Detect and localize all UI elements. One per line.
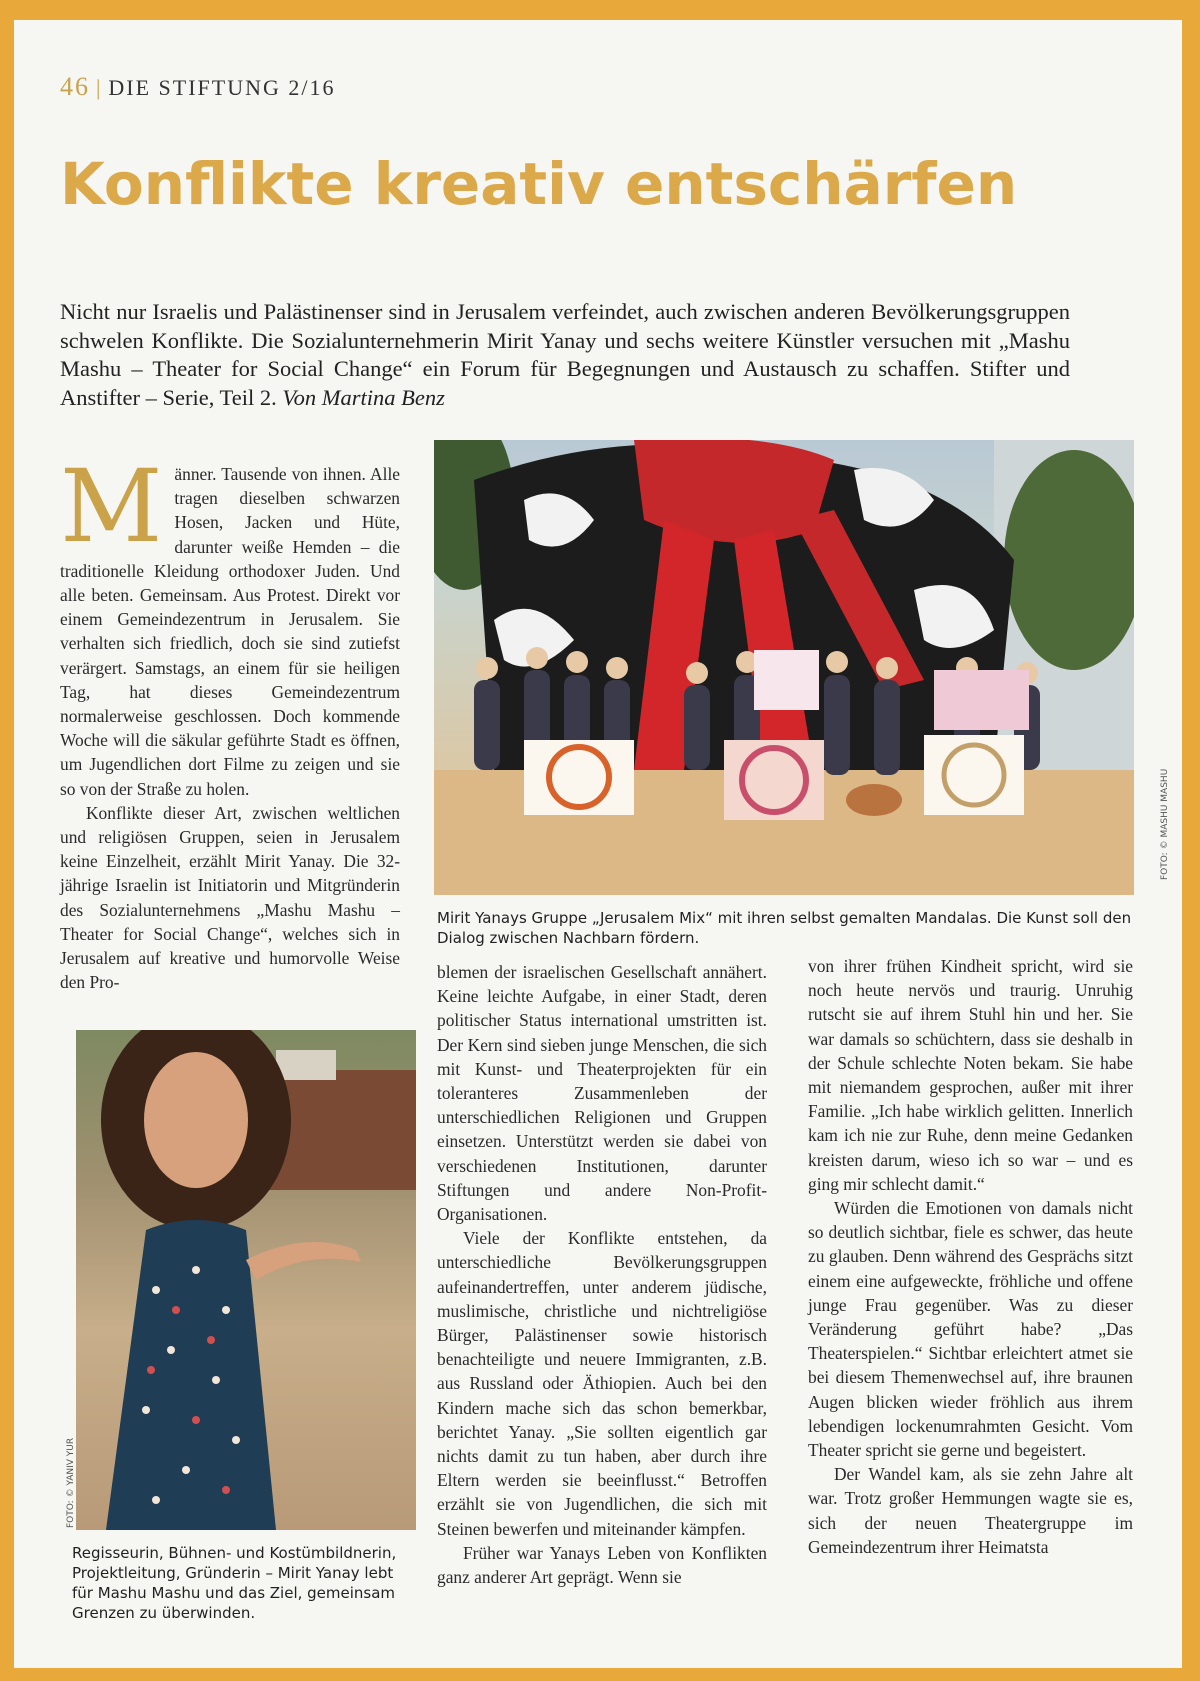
main-photo-credit: FOTO: © MASHU MASHU (1160, 768, 1170, 880)
header-separator: | (96, 75, 103, 100)
group-photo (434, 440, 1134, 895)
article-column-1 (60, 448, 400, 994)
byline: Von Martina Benz (282, 384, 445, 410)
article-column-3 (808, 954, 1133, 1559)
paragraph: Viele der Konflikte entstehen, da unterschiedliche Bevölkerungsgruppen aufeinandertreffen, unter anderem jüdische, muslimische, christliche und nichtreligiöse Bürger, Palästinenser sowie historisch benachteiligte und neuere Immigranten, z.B. aus Russland oder Äthiopien. Auch bei den Kindern mache sich das schon bemerkbar, berichtet Yanay. „Sie sollten eigentlich gar nichts damit zu tun haben, aber durch ihre Eltern werden sie beeinflusst.“ Betroffen erzählt sie von Jugendlichen, die sich mit Steinen bewerfen und miteinander kämpfen. (437, 1228, 767, 1539)
portrait-photo-caption: Regisseurin, Bühnen- und Kostümbildnerin, Projektleitung, Gründerin – Mirit Yanay lebt für Mashu Mashu und das Ziel, gemeinsam Grenzen zu überwinden. (72, 1544, 397, 1622)
paragraph: blemen der israelischen Gesellschaft annähert. Keine leichte Aufgabe, in einer Stadt, deren politischer Status international umstritten ist. Der Kern sind sieben junge Menschen, die sich mit Kunst- und Theaterprojekten für ein toleranteres Zusammenleben der unterschiedlichen Religionen und Gruppen einsetzen. Unterstützt werden sie dabei von verschiedenen Institutionen, darunter Stiftungen und andere Non-Profit-Organisationen. (437, 962, 767, 1225)
page-number: 46 (60, 72, 90, 101)
article-lead (60, 298, 1070, 412)
main-photo-caption: Mirit Yanays Gruppe „Jerusalem Mix“ mit ihren selbst gemalten Mandalas. Die Kunst soll den Dialog zwischen Nachbarn fördern. (437, 909, 1132, 947)
paragraph: Würden die Emotionen von damals nicht so deutlich sichtbar, fiele es schwer, das heute zu glauben. Denn während des Gesprächs sitzt einem eine aufgeweckte, fröhliche und offene junge Frau gegenüber. Was zu dieser Veränderung geführt habe? „Das Theaterspielen.“ Sichtbar erleichtert atmet sie bei diesem Themenwechsel auf, ihre braunen Augen blicken wieder fröhlich aus ihrem lebendigen lockenumrahmten Gesicht. Vom Theater spricht sie gerne und begeistert. (808, 1198, 1133, 1461)
paragraph: von ihrer frühen Kindheit spricht, wird sie noch heute nervös und traurig. Unruhig rutscht sie auf ihrem Stuhl hin und her. Sie war damals so schüchtern, dass sie deshalb in der Schule schlechte Noten bekam. Sie habe mit niemandem gesprochen, außer mit ihrer Familie. „Ich habe wirklich gelitten. Innerlich kam ich nie zur Ruhe, denn meine Gedanken kreisten darum, wieso ich so war – und es ging mir schlecht damit.“ (808, 956, 1133, 1194)
paragraph: Der Wandel kam, als sie zehn Jahre alt war. Trotz großer Hemmungen wagte sie es, sich der neuen Theatergruppe im Gemeindezentrum ihrer Heimatsta (808, 1464, 1133, 1557)
article-title: Konflikte kreativ entschärfen (60, 150, 1018, 218)
page-header (60, 72, 336, 102)
drop-cap: M (60, 448, 163, 565)
portrait-photo-illustration (76, 1030, 416, 1530)
paragraph: Früher war Yanays Leben von Konflikten ganz anderer Art geprägt. Wenn sie (437, 1542, 767, 1588)
paragraph: Konflikte dieser Art, zwischen weltlichen und religiösen Gruppen, seien in Jerusalem keine Einzelheit, erzählt Mirit Yanay. Die 32-jährige Israelin ist Initiatorin und Mitgründerin des Sozialunternehmens „Mashu Mashu – Theater for Social Change“, welches sich in Jerusalem auf kreative und humorvolle Weise den Pro- (60, 802, 400, 993)
magazine-name: DIE STIFTUNG 2/16 (108, 75, 336, 100)
article-column-2 (437, 960, 767, 1589)
paragraph: änner. Tausende von ihnen. Alle tragen dieselben schwarzen Hosen, Jacken und Hüte, darunter weiße Hemden – die traditionelle Kleidung orthodoxer Juden. Und alle beten. Gemeinsam. Aus Protest. Direkt vor einem Gemeindezentrum in Jerusalem. Sie verhalten sich friedlich, doch sie sind zutiefst verärgert. Samstags, an einem für sie heiligen Tag, hat dieses Gemeindezentrum normalerweise geschlossen. Doch kommende Woche will die säkular geführte Stadt es öffnen, um Jugendlichen dort Filme zu zeigen und sie so von der Straße zu holen. (60, 464, 400, 799)
group-photo-illustration (434, 440, 1134, 895)
portrait-photo-credit: FOTO: © YANIV YUR (66, 1437, 76, 1528)
lead-text: Nicht nur Israelis und Palästinenser sind in Jerusalem verfeindet, auch zwischen anderen Bevölkerungsgruppen schwelen Konflikte. Die Sozialunternehmerin Mirit Yanay und sechs weitere Künstler versuchen mit „Mashu Mashu – Theater for Social Change“ ein Forum für Begegnungen und Austausch zu schaffen. Stifter und Anstifter – Serie, Teil 2. (60, 299, 1070, 410)
portrait-photo (76, 1030, 416, 1530)
